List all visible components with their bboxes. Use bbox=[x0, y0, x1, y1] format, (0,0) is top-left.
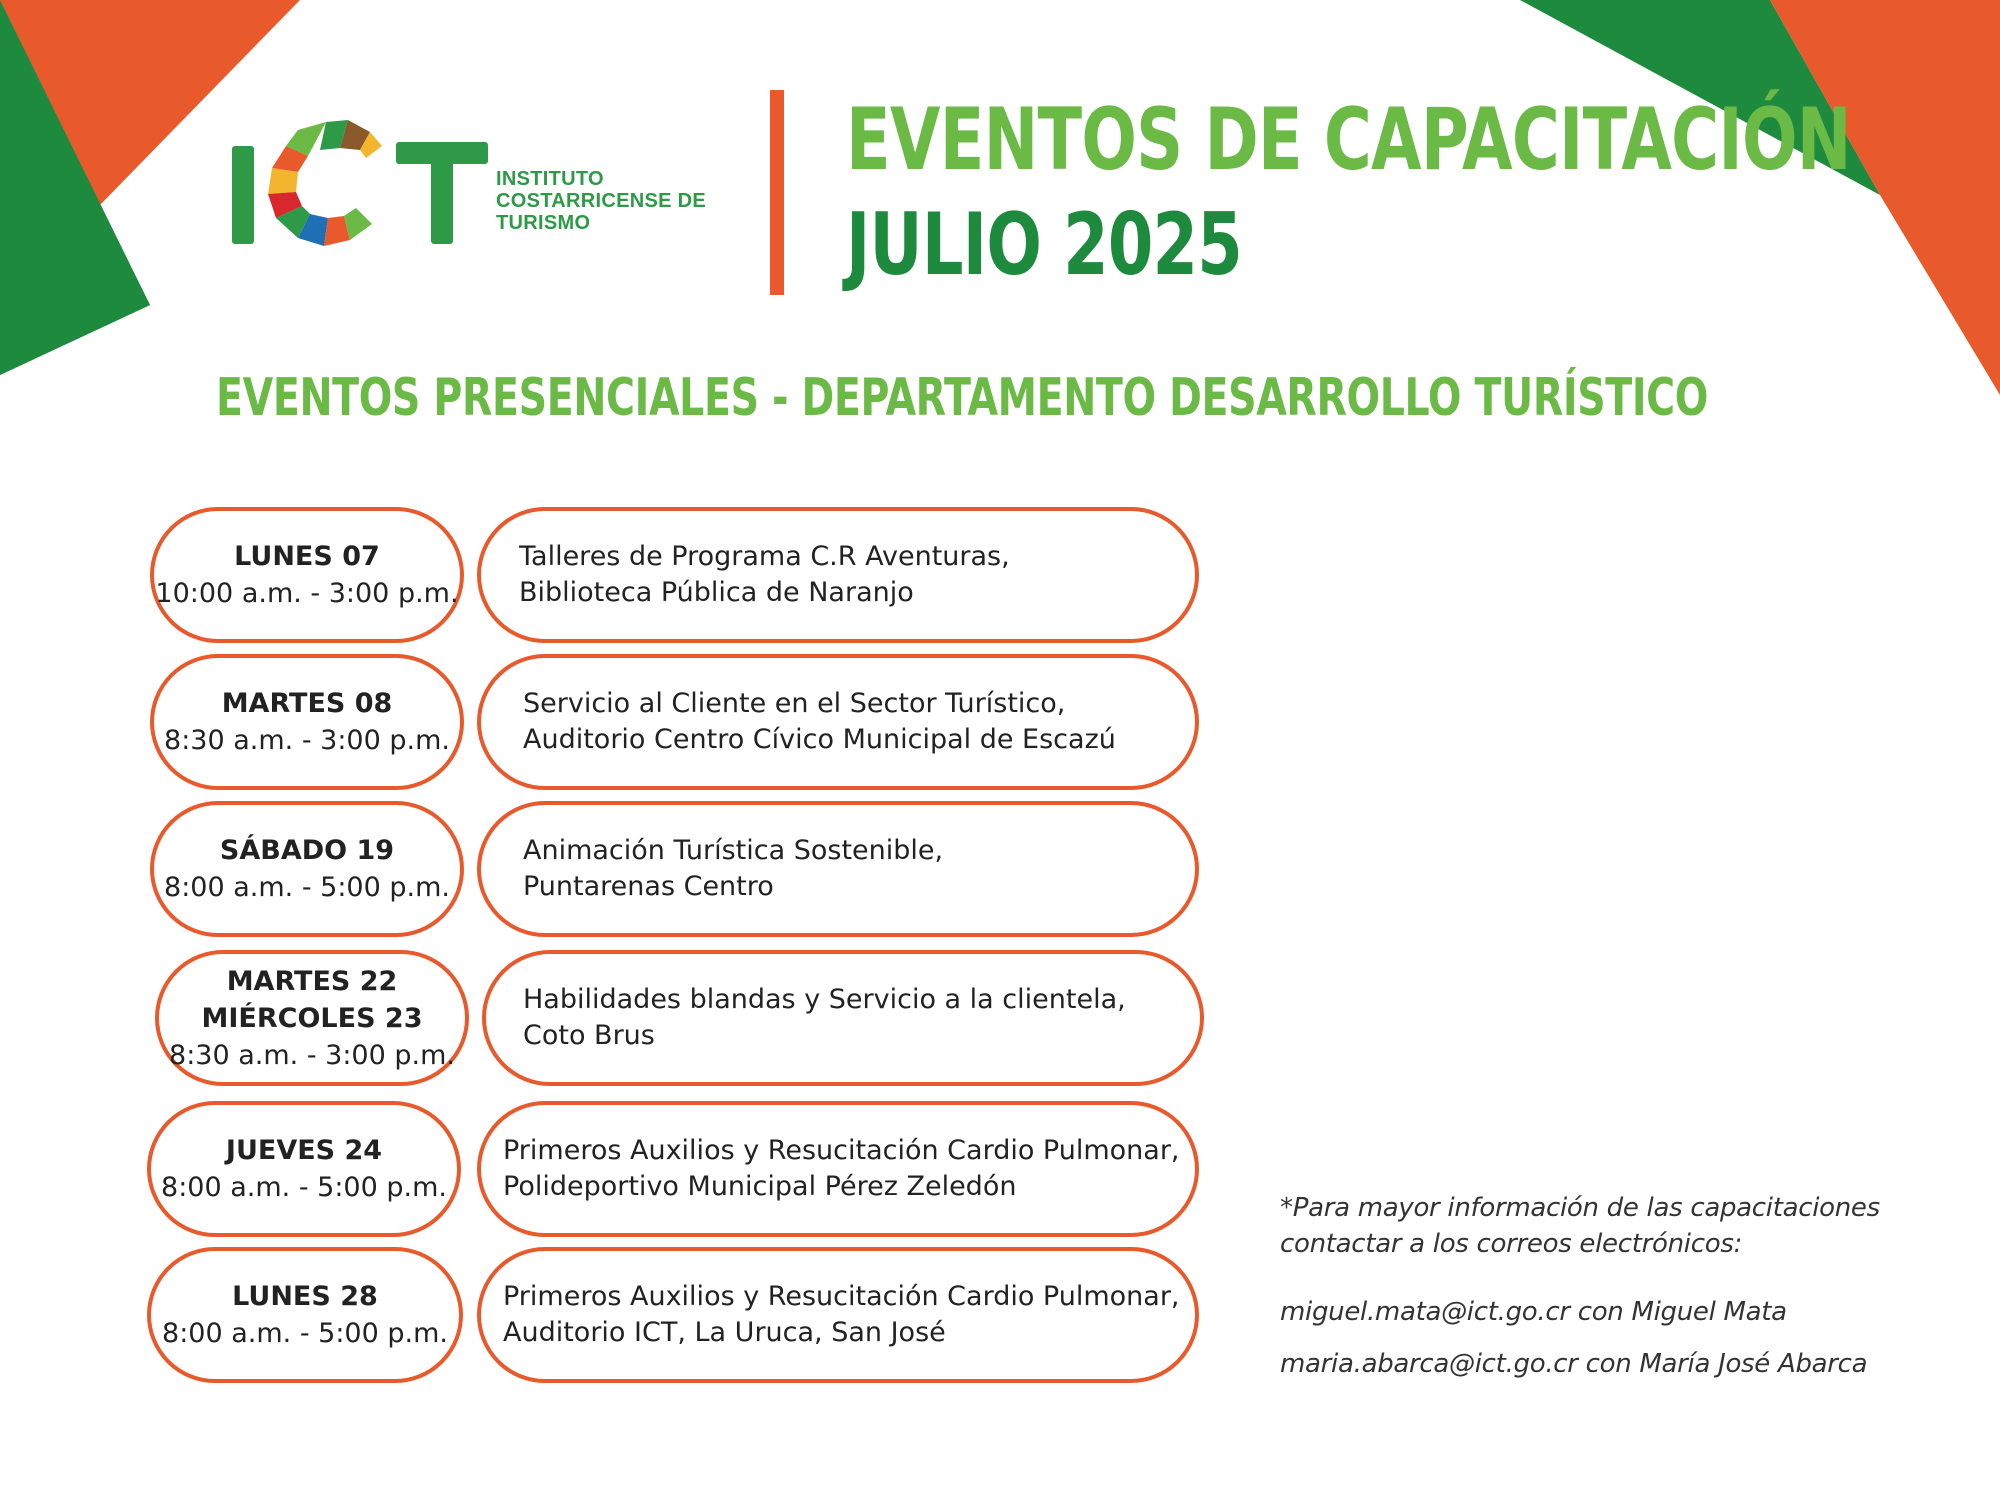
event-date-pill bbox=[150, 801, 464, 937]
event-description-pill bbox=[477, 654, 1199, 790]
contact-email-maria: maria.abarca@ict.go.cr con María José Abarca bbox=[1280, 1349, 1868, 1379]
event-title: Servicio al Cliente en el Sector Turístico, bbox=[523, 688, 1066, 719]
event-description-pill bbox=[477, 507, 1199, 643]
event-time: 8:00 a.m. - 5:00 p.m. bbox=[162, 1318, 448, 1349]
contact-note-line: contactar a los correos electrónicos: bbox=[1280, 1229, 1743, 1259]
event-location: Coto Brus bbox=[523, 1020, 655, 1051]
org-name-line: COSTARRICENSE DE bbox=[496, 190, 707, 212]
event-location: Auditorio Centro Cívico Municipal de Escazú bbox=[523, 724, 1116, 755]
contact-note-line: *Para mayor información de las capacitaciones bbox=[1280, 1193, 1880, 1223]
event-location: Puntarenas Centro bbox=[523, 871, 774, 902]
event-date-pill bbox=[147, 1101, 461, 1237]
top-right-orange-triangle bbox=[1770, 0, 2000, 395]
event-day: MARTES 08 bbox=[221, 688, 393, 719]
org-name-line: INSTITUTO bbox=[496, 168, 604, 190]
header-divider bbox=[770, 90, 784, 295]
event-description-pill bbox=[482, 950, 1204, 1086]
ict-organization-name bbox=[496, 168, 756, 234]
page-title: EVENTOS DE CAPACITACIÓN bbox=[846, 90, 1851, 190]
event-title: Talleres de Programa C.R Aventuras, bbox=[519, 541, 1010, 572]
event-day: LUNES 28 bbox=[232, 1281, 378, 1312]
org-name-line: TURISMO bbox=[496, 212, 591, 234]
section-title: EVENTOS PRESENCIALES - DEPARTAMENTO DESARROLLO TURÍSTICO bbox=[216, 368, 1709, 428]
event-description-pill bbox=[477, 1247, 1199, 1383]
logo-c-mosaic bbox=[264, 120, 388, 246]
event-day: SÁBADO 19 bbox=[219, 835, 395, 866]
ict-logo bbox=[228, 106, 748, 256]
event-title: Primeros Auxilios y Resucitación Cardio Pulmonar, bbox=[503, 1281, 1180, 1312]
page-title-month: JULIO 2025 bbox=[846, 195, 1242, 295]
event-date-pill bbox=[150, 507, 464, 643]
event-day: MARTES 22 bbox=[226, 965, 398, 997]
event-date-pill bbox=[147, 1247, 463, 1383]
event-location: Polideportivo Municipal Pérez Zeledón bbox=[503, 1171, 1017, 1202]
event-date-pill bbox=[155, 950, 469, 1086]
contact-email-miguel: miguel.mata@ict.go.cr con Miguel Mata bbox=[1280, 1297, 1787, 1327]
event-day: LUNES 07 bbox=[234, 541, 380, 572]
event-time: 8:00 a.m. - 5:00 p.m. bbox=[164, 872, 450, 903]
event-time: 10:00 a.m. - 3:00 p.m. bbox=[155, 578, 459, 609]
event-title: Primeros Auxilios y Resucitación Cardio Pulmonar, bbox=[503, 1135, 1180, 1166]
event-time: 8:00 a.m. - 5:00 p.m. bbox=[161, 1172, 447, 1203]
contact-note bbox=[1280, 1190, 1980, 1262]
event-time: 8:30 a.m. - 3:00 p.m. bbox=[164, 725, 450, 756]
event-title: Habilidades blandas y Servicio a la clientela, bbox=[523, 984, 1126, 1015]
ict-logo-mark bbox=[228, 106, 488, 256]
event-description-pill bbox=[477, 801, 1199, 937]
event-location: Biblioteca Pública de Naranjo bbox=[519, 577, 914, 608]
event-date-pill bbox=[150, 654, 464, 790]
event-location: Auditorio ICT, La Uruca, San José bbox=[503, 1317, 946, 1348]
event-day: JUEVES 24 bbox=[225, 1135, 383, 1166]
event-day: MIÉRCOLES 23 bbox=[201, 1002, 423, 1034]
event-title: Animación Turística Sostenible, bbox=[523, 835, 944, 866]
event-description-pill bbox=[477, 1101, 1199, 1237]
event-time: 8:30 a.m. - 3:00 p.m. bbox=[169, 1039, 455, 1071]
